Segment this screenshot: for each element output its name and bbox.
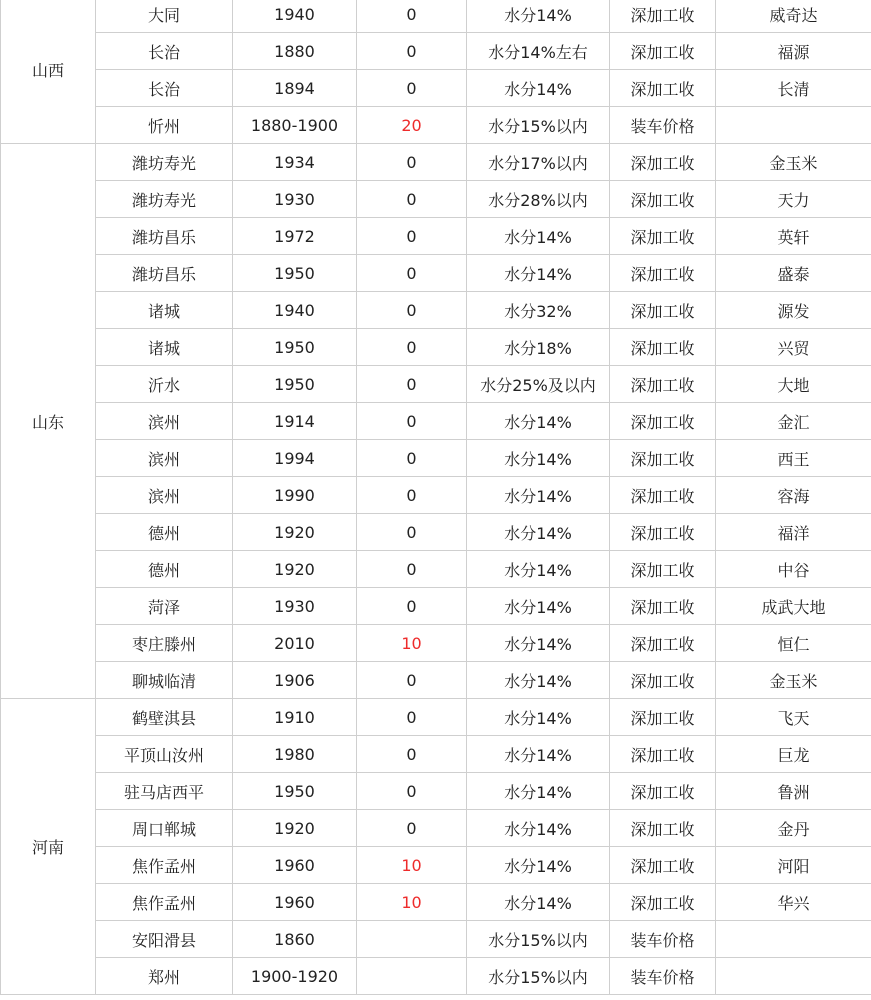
purchase-type-cell: 深加工收 (610, 70, 716, 107)
company-cell: 金玉米 (716, 662, 871, 699)
purchase-type-cell: 深加工收 (610, 0, 716, 33)
table-row (1, 625, 871, 662)
company-cell: 威奇达 (716, 0, 871, 33)
price-cell: 1950 (233, 773, 357, 810)
moisture-cell: 水分14% (467, 736, 610, 773)
moisture-cell: 水分18% (467, 329, 610, 366)
purchase-type-cell: 装车价格 (610, 921, 716, 958)
company-cell (716, 921, 871, 958)
purchase-type-cell: 深加工收 (610, 218, 716, 255)
table-row (1, 773, 871, 810)
price-cell: 1950 (233, 329, 357, 366)
price-cell: 1950 (233, 255, 357, 292)
change-cell: 0 (357, 736, 467, 773)
change-cell: 0 (357, 0, 467, 33)
company-cell: 恒仁 (716, 625, 871, 662)
price-cell: 1920 (233, 551, 357, 588)
table-row (1, 588, 871, 625)
company-cell: 大地 (716, 366, 871, 403)
table-row (1, 810, 871, 847)
price-cell: 1906 (233, 662, 357, 699)
price-cell: 1860 (233, 921, 357, 958)
table-row (1, 70, 871, 107)
table-row (1, 33, 871, 70)
price-cell: 1990 (233, 477, 357, 514)
location-cell: 焦作孟州 (96, 847, 233, 884)
change-cell: 0 (357, 218, 467, 255)
company-cell (716, 107, 871, 144)
change-cell: 0 (357, 440, 467, 477)
purchase-type-cell: 深加工收 (610, 144, 716, 181)
purchase-type-cell: 深加工收 (610, 477, 716, 514)
table-row (1, 921, 871, 958)
table-row (1, 107, 871, 144)
company-cell: 金玉米 (716, 144, 871, 181)
price-cell: 1934 (233, 144, 357, 181)
company-cell (716, 958, 871, 995)
moisture-cell: 水分14% (467, 699, 610, 736)
location-cell: 驻马店西平 (96, 773, 233, 810)
change-cell: 10 (357, 847, 467, 884)
change-cell: 0 (357, 514, 467, 551)
purchase-type-cell: 深加工收 (610, 366, 716, 403)
change-cell: 0 (357, 588, 467, 625)
company-cell: 中谷 (716, 551, 871, 588)
price-cell: 1910 (233, 699, 357, 736)
company-cell: 福源 (716, 33, 871, 70)
moisture-cell: 水分14% (467, 847, 610, 884)
purchase-type-cell: 深加工收 (610, 810, 716, 847)
change-cell: 0 (357, 144, 467, 181)
moisture-cell: 水分14% (467, 477, 610, 514)
moisture-cell: 水分14% (467, 514, 610, 551)
moisture-cell: 水分15%以内 (467, 958, 610, 995)
purchase-type-cell: 深加工收 (610, 588, 716, 625)
location-cell: 菏泽 (96, 588, 233, 625)
location-cell: 安阳滑县 (96, 921, 233, 958)
change-cell (357, 921, 467, 958)
company-cell: 成武大地 (716, 588, 871, 625)
price-cell: 1940 (233, 0, 357, 33)
location-cell: 大同 (96, 0, 233, 33)
moisture-cell: 水分14% (467, 773, 610, 810)
location-cell: 鹤壁淇县 (96, 699, 233, 736)
location-cell: 滨州 (96, 403, 233, 440)
company-cell: 河阳 (716, 847, 871, 884)
table-row (1, 477, 871, 514)
company-cell: 盛泰 (716, 255, 871, 292)
location-cell: 德州 (96, 551, 233, 588)
table-body (1, 0, 871, 995)
location-cell: 郑州 (96, 958, 233, 995)
location-cell: 诸城 (96, 329, 233, 366)
price-cell: 1920 (233, 810, 357, 847)
company-cell: 金汇 (716, 403, 871, 440)
company-cell: 兴贸 (716, 329, 871, 366)
price-cell: 1960 (233, 847, 357, 884)
price-cell: 1880-1900 (233, 107, 357, 144)
moisture-cell: 水分15%以内 (467, 107, 610, 144)
table-row (1, 699, 871, 736)
price-cell: 1972 (233, 218, 357, 255)
purchase-type-cell: 装车价格 (610, 107, 716, 144)
company-cell: 金丹 (716, 810, 871, 847)
price-cell: 1920 (233, 514, 357, 551)
purchase-type-cell: 装车价格 (610, 958, 716, 995)
moisture-cell: 水分14% (467, 884, 610, 921)
table-row (1, 329, 871, 366)
table-row (1, 218, 871, 255)
change-cell: 10 (357, 625, 467, 662)
company-cell: 天力 (716, 181, 871, 218)
table-row (1, 144, 871, 181)
province-cell: 河南 (1, 699, 96, 995)
change-cell: 0 (357, 477, 467, 514)
change-cell: 0 (357, 329, 467, 366)
company-cell: 英轩 (716, 218, 871, 255)
purchase-type-cell: 深加工收 (610, 884, 716, 921)
table-row (1, 181, 871, 218)
moisture-cell: 水分17%以内 (467, 144, 610, 181)
purchase-type-cell: 深加工收 (610, 773, 716, 810)
location-cell: 滨州 (96, 440, 233, 477)
change-cell: 20 (357, 107, 467, 144)
location-cell: 焦作孟州 (96, 884, 233, 921)
purchase-type-cell: 深加工收 (610, 699, 716, 736)
change-cell: 0 (357, 403, 467, 440)
company-cell: 飞天 (716, 699, 871, 736)
location-cell: 潍坊寿光 (96, 181, 233, 218)
price-cell: 1930 (233, 181, 357, 218)
moisture-cell: 水分14% (467, 0, 610, 33)
change-cell: 0 (357, 810, 467, 847)
moisture-cell: 水分14% (467, 403, 610, 440)
moisture-cell: 水分14% (467, 218, 610, 255)
change-cell: 0 (357, 181, 467, 218)
price-cell: 1900-1920 (233, 958, 357, 995)
location-cell: 长治 (96, 70, 233, 107)
table-row (1, 255, 871, 292)
purchase-type-cell: 深加工收 (610, 255, 716, 292)
company-cell: 鲁洲 (716, 773, 871, 810)
location-cell: 沂水 (96, 366, 233, 403)
location-cell: 聊城临清 (96, 662, 233, 699)
change-cell: 10 (357, 884, 467, 921)
company-cell: 长清 (716, 70, 871, 107)
location-cell: 长治 (96, 33, 233, 70)
purchase-type-cell: 深加工收 (610, 329, 716, 366)
moisture-cell: 水分14% (467, 625, 610, 662)
price-cell: 1894 (233, 70, 357, 107)
company-cell: 源发 (716, 292, 871, 329)
location-cell: 潍坊寿光 (96, 144, 233, 181)
price-cell: 1940 (233, 292, 357, 329)
moisture-cell: 水分14% (467, 662, 610, 699)
moisture-cell: 水分14% (467, 810, 610, 847)
moisture-cell: 水分15%以内 (467, 921, 610, 958)
table-row (1, 440, 871, 477)
moisture-cell: 水分14% (467, 588, 610, 625)
table-row (1, 514, 871, 551)
company-cell: 西王 (716, 440, 871, 477)
price-cell: 1914 (233, 403, 357, 440)
change-cell: 0 (357, 292, 467, 329)
table-row (1, 884, 871, 921)
price-cell: 1950 (233, 366, 357, 403)
location-cell: 德州 (96, 514, 233, 551)
purchase-type-cell: 深加工收 (610, 662, 716, 699)
moisture-cell: 水分32% (467, 292, 610, 329)
table-row (1, 662, 871, 699)
table-row (1, 292, 871, 329)
company-cell: 容海 (716, 477, 871, 514)
location-cell: 周口郸城 (96, 810, 233, 847)
purchase-type-cell: 深加工收 (610, 403, 716, 440)
table-row (1, 847, 871, 884)
price-cell: 1980 (233, 736, 357, 773)
company-cell: 福洋 (716, 514, 871, 551)
table-row (1, 366, 871, 403)
moisture-cell: 水分14%左右 (467, 33, 610, 70)
province-cell: 山西 (1, 0, 96, 144)
company-cell: 巨龙 (716, 736, 871, 773)
change-cell: 0 (357, 699, 467, 736)
price-cell: 1994 (233, 440, 357, 477)
table-row (1, 0, 871, 33)
purchase-type-cell: 深加工收 (610, 440, 716, 477)
location-cell: 枣庄滕州 (96, 625, 233, 662)
location-cell: 忻州 (96, 107, 233, 144)
purchase-type-cell: 深加工收 (610, 625, 716, 662)
change-cell: 0 (357, 70, 467, 107)
change-cell: 0 (357, 551, 467, 588)
purchase-type-cell: 深加工收 (610, 736, 716, 773)
purchase-type-cell: 深加工收 (610, 292, 716, 329)
location-cell: 滨州 (96, 477, 233, 514)
purchase-type-cell: 深加工收 (610, 847, 716, 884)
change-cell: 0 (357, 773, 467, 810)
province-cell: 山东 (1, 144, 96, 699)
table-row (1, 958, 871, 995)
table-row (1, 736, 871, 773)
purchase-type-cell: 深加工收 (610, 514, 716, 551)
moisture-cell: 水分25%及以内 (467, 366, 610, 403)
moisture-cell: 水分14% (467, 551, 610, 588)
change-cell: 0 (357, 255, 467, 292)
price-cell: 1880 (233, 33, 357, 70)
moisture-cell: 水分14% (467, 70, 610, 107)
location-cell: 潍坊昌乐 (96, 218, 233, 255)
change-cell (357, 958, 467, 995)
purchase-type-cell: 深加工收 (610, 33, 716, 70)
moisture-cell: 水分28%以内 (467, 181, 610, 218)
moisture-cell: 水分14% (467, 440, 610, 477)
price-cell: 2010 (233, 625, 357, 662)
change-cell: 0 (357, 662, 467, 699)
location-cell: 潍坊昌乐 (96, 255, 233, 292)
table-row (1, 551, 871, 588)
price-cell: 1930 (233, 588, 357, 625)
moisture-cell: 水分14% (467, 255, 610, 292)
price-cell: 1960 (233, 884, 357, 921)
location-cell: 诸城 (96, 292, 233, 329)
purchase-type-cell: 深加工收 (610, 551, 716, 588)
change-cell: 0 (357, 33, 467, 70)
table-row (1, 403, 871, 440)
company-cell: 华兴 (716, 884, 871, 921)
purchase-type-cell: 深加工收 (610, 181, 716, 218)
change-cell: 0 (357, 366, 467, 403)
location-cell: 平顶山汝州 (96, 736, 233, 773)
